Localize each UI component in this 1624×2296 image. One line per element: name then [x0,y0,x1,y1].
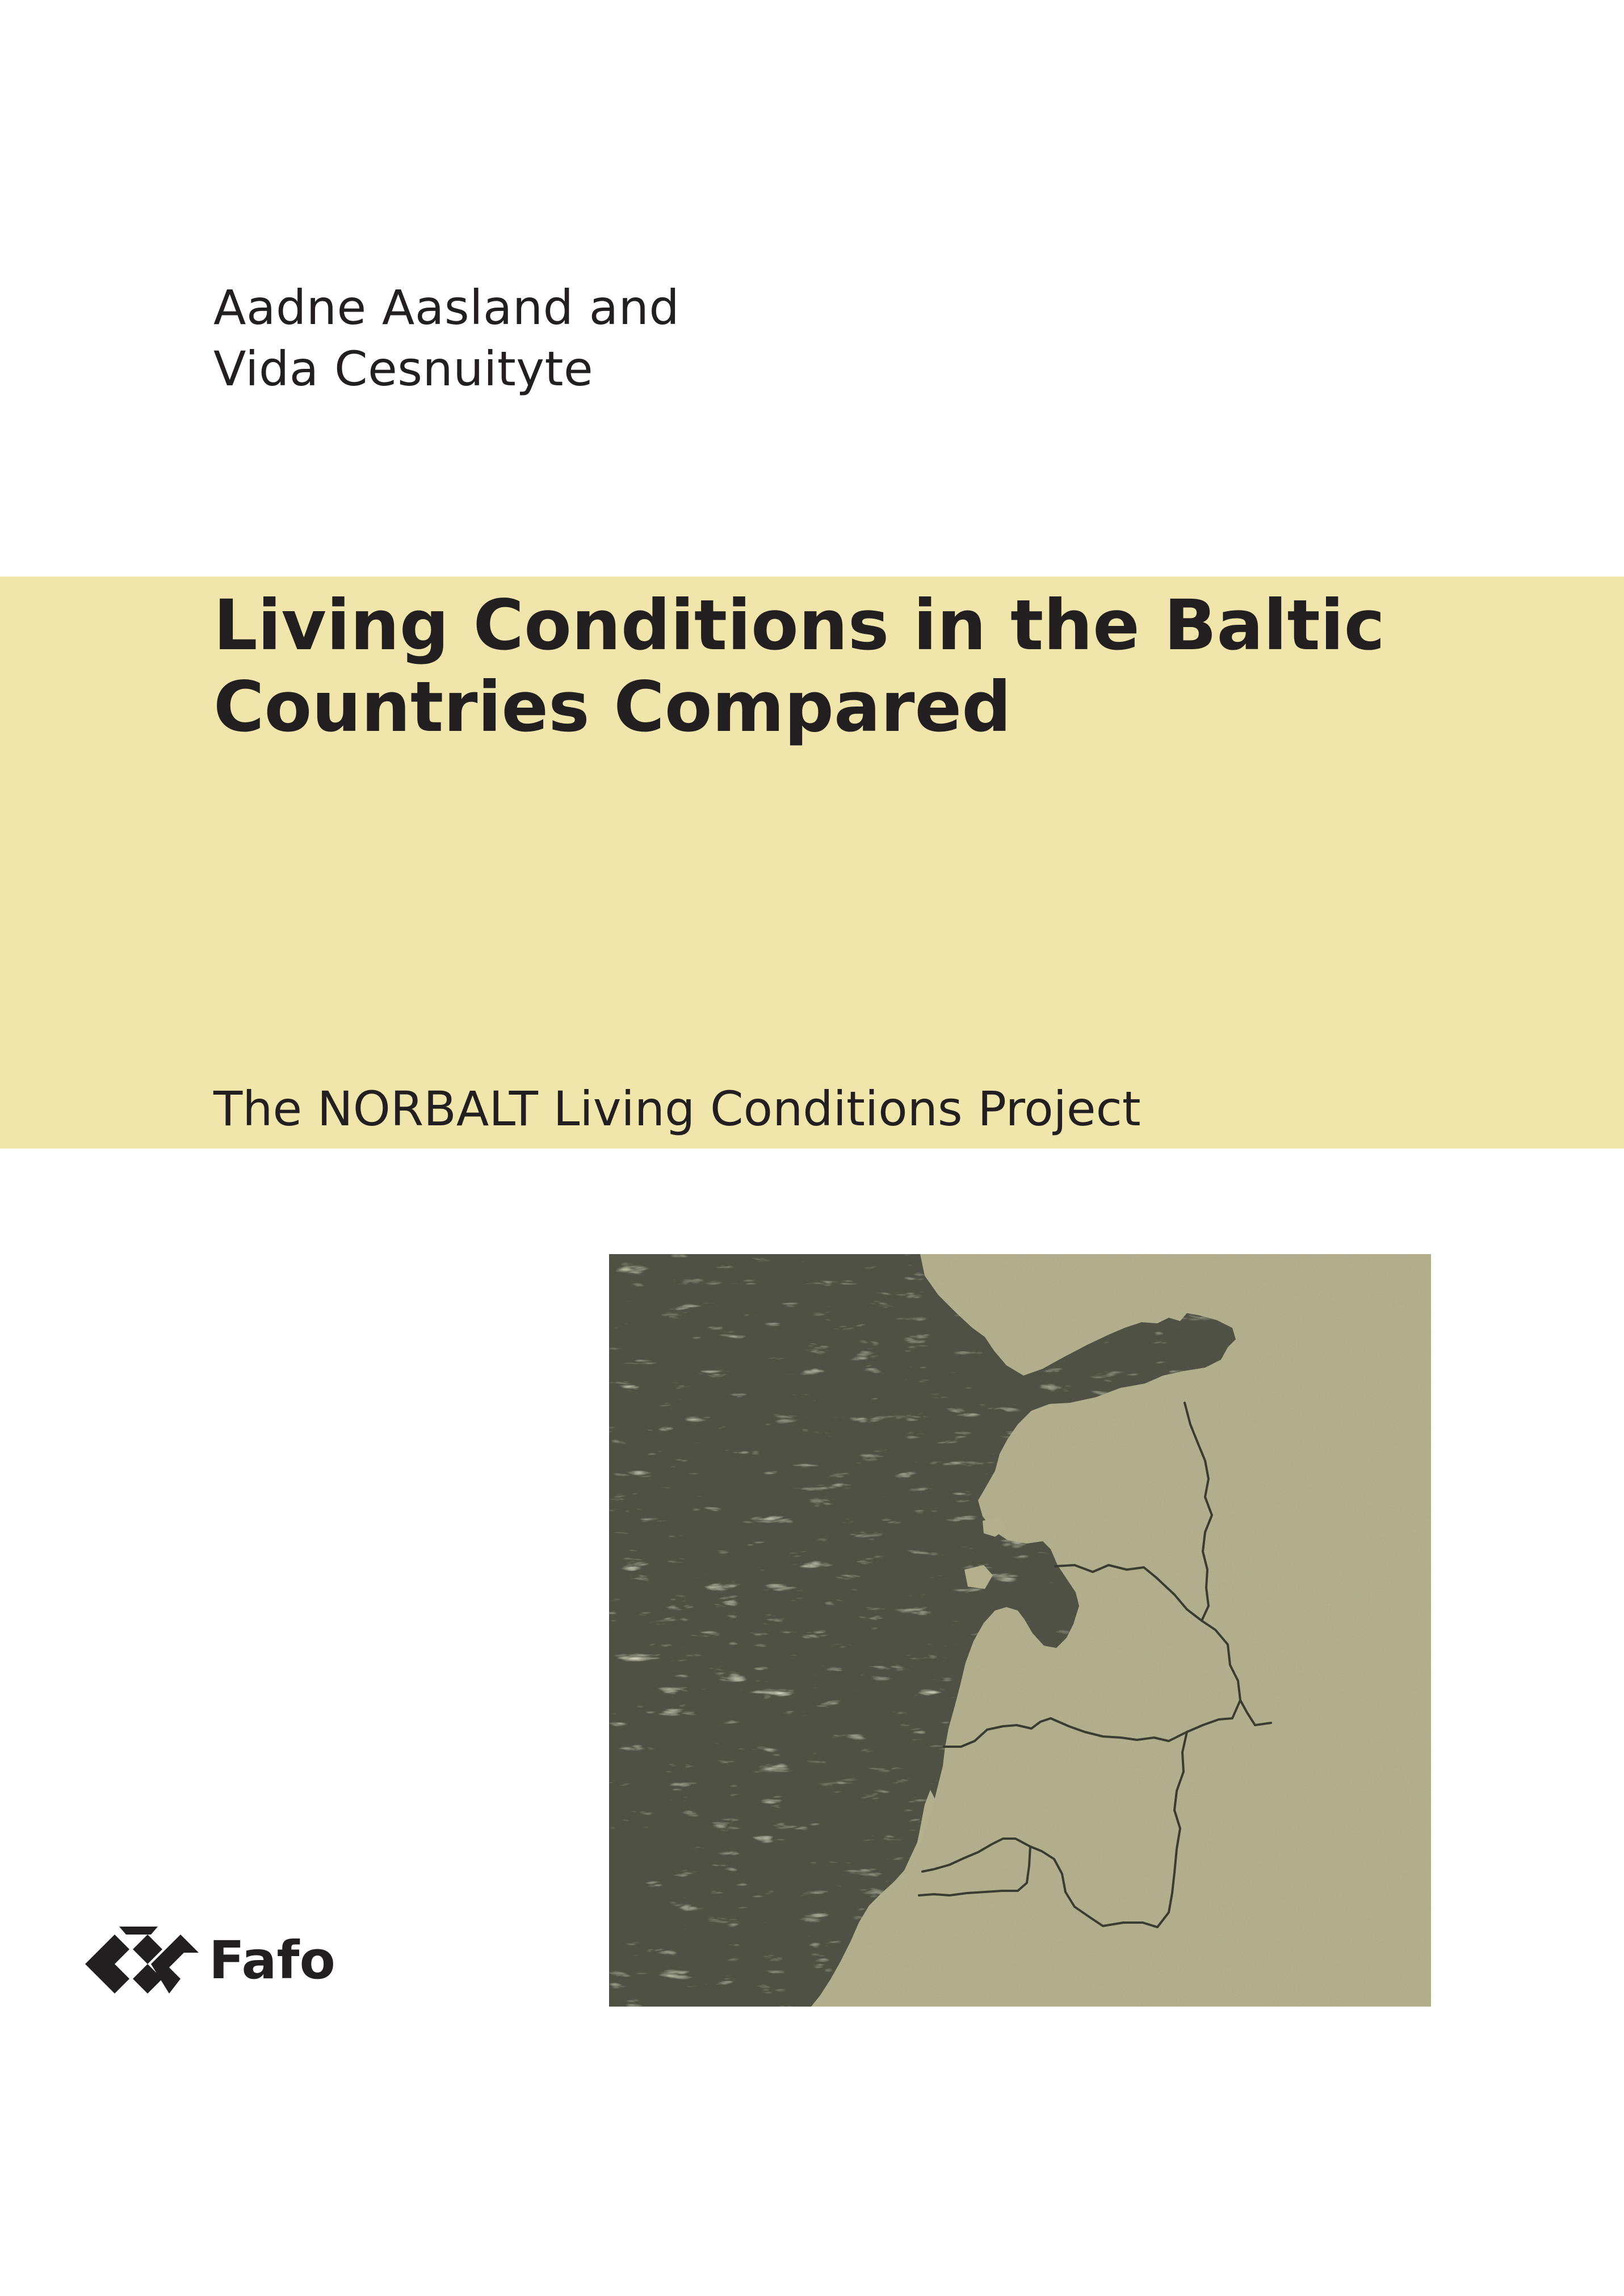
author-line-2: Vida Cesnuityte [213,341,594,397]
baltic-region-map-icon [609,1254,1431,2007]
book-title-line-2: Countries Compared [213,667,1012,747]
author-line-1: Aadne Aasland and [213,280,680,335]
publisher-logo [85,1918,335,2003]
fafo-logo-icon [85,1921,199,2000]
series-title: The NORBALT Living Conditions Project [213,1081,1141,1137]
authors-block [213,277,679,400]
book-title [213,584,1519,748]
book-title-line-1: Living Conditions in the Baltic [213,585,1385,666]
publisher-name: Fafo [209,1930,335,1991]
